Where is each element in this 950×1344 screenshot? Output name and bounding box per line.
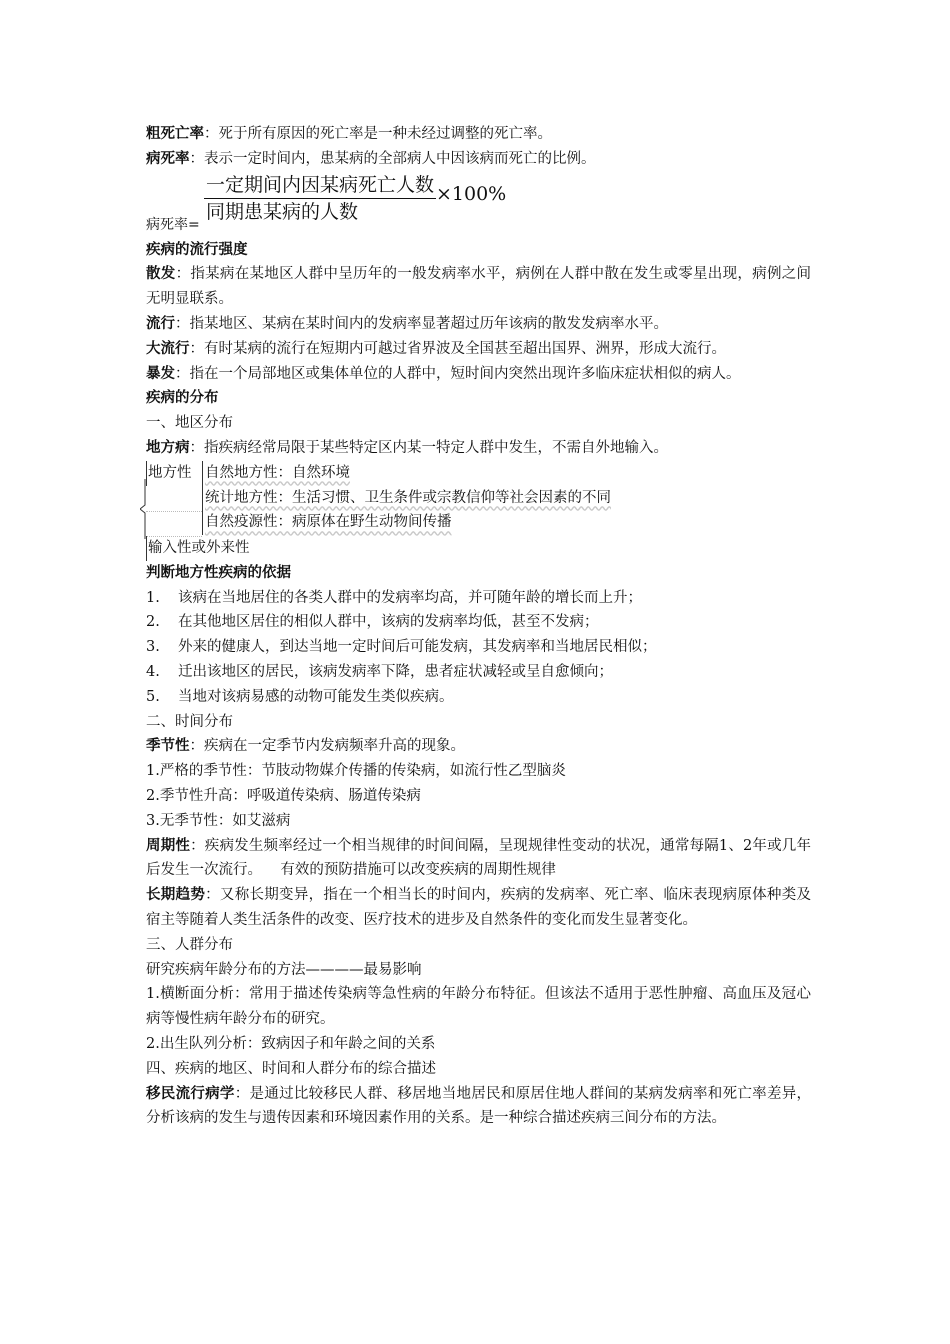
formula-denominator: 同期患某病的人数 xyxy=(206,200,359,223)
term-label: 季节性 xyxy=(146,738,190,755)
term-label: 大流行 xyxy=(146,340,190,357)
section-combined-description: 四、疾病的地区、时间和人群分布的综合描述 xyxy=(146,1060,436,1077)
formula-lhs: 病死率= xyxy=(146,216,200,233)
term-label: 移民流行病学 xyxy=(146,1085,235,1102)
term-label: 周期性 xyxy=(146,837,191,854)
heading-epidemic-intensity: 疾病的流行强度 xyxy=(146,241,248,258)
placeholder-mark xyxy=(146,507,202,512)
list-text: 该病在当地居住的各类人群中的发病率均高，并可随年龄的增长而上升； xyxy=(178,589,642,606)
list-item xyxy=(146,660,811,685)
paragraph-migrant-epidemiology xyxy=(146,1082,811,1132)
list-item xyxy=(146,610,811,635)
formula-multiplier: ×100% xyxy=(436,182,507,205)
list-number: 1. xyxy=(146,589,160,606)
list-number: 2. xyxy=(146,614,160,631)
paragraph-age-method: 研究疾病年龄分布的方法————最易影响 xyxy=(146,961,422,978)
list-number: 5. xyxy=(146,688,160,705)
formula-numerator: 一定期间内因某病死亡人数 xyxy=(204,172,436,199)
list-text: 当地对该病易感的动物可能发生类似疾病。 xyxy=(178,688,454,705)
season-item: 2.季节性升高：呼吸道传染病、肠道传染病 xyxy=(146,787,421,804)
term-definition: ：是通过比较移民人群、移居地当地居民和原居住地人群间的某病发病率和死亡率差异，分析该病的发生与遗传因素和环境因素作用的关系。是一种综合描述疾病三间分布的方法。 xyxy=(146,1085,812,1127)
paragraph-periodicity xyxy=(146,834,811,884)
heading-endemic-criteria: 判断地方性疾病的依据 xyxy=(146,564,291,581)
term-label: 暴发 xyxy=(146,365,175,382)
term-definition: ：指疾病经常局限于某些特定区内某一特定人群中发生，不需自外地输入。 xyxy=(189,439,668,456)
term-definition: ：表示一定时间内，患某病的全部病人中因该病而死亡的比例。 xyxy=(189,150,596,167)
season-item: 3.无季节性：如艾滋病 xyxy=(146,812,291,829)
brace-tail: 输入性或外来性 xyxy=(146,536,250,561)
term-label: 病死率 xyxy=(146,150,190,167)
section-regional-distribution: 一、地区分布 xyxy=(146,415,233,432)
age-item: 1.横断面分析：常用于描述传染病等急性病的年龄分布特征。但该法不适用于恶性肿瘤、高血压及冠心病等慢性病年龄分布的研究。 xyxy=(146,986,811,1028)
term-definition: ：有时某病的流行在短期内可越过省界波及全国甚至超出国界、洲界，形成大流行。 xyxy=(189,340,726,357)
paragraph-endemic-disease xyxy=(146,436,811,461)
term-label: 散发 xyxy=(146,266,176,283)
term-label: 地方病 xyxy=(146,439,190,456)
section-time-distribution: 二、时间分布 xyxy=(146,713,233,730)
section-population-distribution: 三、人群分布 xyxy=(146,936,233,953)
term-label: 粗死亡率 xyxy=(146,126,204,142)
document-body xyxy=(146,122,811,1131)
brace-items xyxy=(202,461,611,535)
brace-item: 自然地方性：自然环境 xyxy=(202,461,611,486)
formula-fraction xyxy=(204,172,436,225)
term-definition: ：指在一个局部地区或集体单位的人群中，短时间内突然出现许多临床症状相似的病人。 xyxy=(175,365,741,382)
term-definition: ：疾病在一定季节内发病频率升高的现象。 xyxy=(189,738,465,755)
brace-item: 自然疫源性：病原体在野生动物间传播 xyxy=(202,510,611,535)
endemicity-classification xyxy=(146,461,811,561)
list-item xyxy=(146,586,811,611)
list-number: 4. xyxy=(146,663,160,680)
list-text: 外来的健康人，到达当地一定时间后可能发病，其发病率和当地居民相似； xyxy=(178,639,657,656)
term-definition: ：指某病在某地区人群中呈历年的一般发病率水平，病例在人群中散在发生或零星出现，病例之间无明显联系。 xyxy=(146,266,812,308)
list-number: 3. xyxy=(146,639,160,656)
term-definition: ：死于所有原因的死亡率是一种未经过调整的死亡率。 xyxy=(204,126,552,142)
term-label: 流行 xyxy=(146,315,175,332)
paragraph-outbreak xyxy=(146,362,811,387)
list-text: 在其他地区居住的相似人群中，该病的发病率均低，甚至不发病； xyxy=(178,614,599,631)
brace-head: 地方性 xyxy=(146,461,192,486)
case-fatality-formula xyxy=(146,172,811,238)
term-definition: ：又称长期变异，指在一个相当长的时间内，疾病的发病率、死亡率、临床表现病原体种类及宿主等随着人类生活条件的改变、医疗技术的进步及自然条件的变化而发生显著变化。 xyxy=(146,887,812,928)
list-text: 迁出该地区的居民，该病发病率下降，患者症状减轻或呈自愈倾向； xyxy=(178,663,613,680)
brace-item: 统计地方性：生活习惯、卫生条件或宗教信仰等社会因素的不同 xyxy=(202,486,611,511)
paragraph-crude-death-rate xyxy=(146,122,811,147)
paragraph-epidemic xyxy=(146,312,811,337)
term-definition: ：疾病发生频率经过一个相当规律的时间间隔，呈现规律性变动的状况，通常每隔1、2年或几年后发生一次流行。 有效的预防措施可以改变疾病的周期性规律 xyxy=(146,837,812,879)
term-definition: ：指某地区、某病在某时间内的发病率显著超过历年该病的散发发病率水平。 xyxy=(175,315,668,332)
heading-disease-distribution: 疾病的分布 xyxy=(146,390,219,407)
paragraph-seasonality xyxy=(146,734,811,759)
season-item: 1.严格的季节性：节肢动物媒介传播的传染病，如流行性乙型脑炎 xyxy=(146,763,566,780)
paragraph-secular-trend xyxy=(146,883,811,933)
list-item xyxy=(146,635,811,660)
list-item xyxy=(146,685,811,710)
paragraph-case-fatality xyxy=(146,147,811,172)
term-label: 长期趋势 xyxy=(146,887,206,904)
paragraph-pandemic xyxy=(146,337,811,362)
age-item: 2.出生队列分析：致病因子和年龄之间的关系 xyxy=(146,1035,436,1052)
paragraph-sporadic xyxy=(146,262,811,312)
